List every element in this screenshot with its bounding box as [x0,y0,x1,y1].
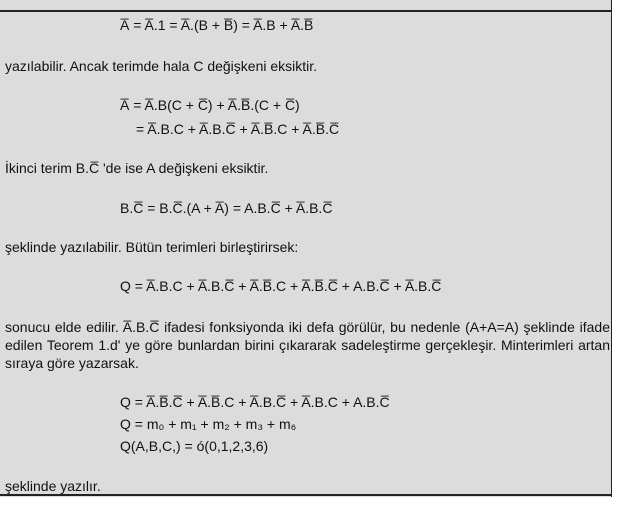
equation-bc: B.C̅ = B.C̅.(A + A̅) = A.B.C̅ + A̅.B.C̅ [120,200,333,216]
equation-q-minterms: Q = m₀ + m₁ + m₂ + m₃ + m₆ [120,416,297,432]
equation-q-full: Q = A̅.B.C + A̅.B.C̅ + A̅.B̅.C + A̅.B̅.C̅ + A.B.C̅ + A̅.B.C̅ [120,278,442,294]
equation-a-expansion: A̅ = A̅.1 = A̅.(B + B̅) = A̅.B + A̅.B̅ [120,17,314,33]
paragraph-3: şeklinde yazılabilir. Bütün terimleri birleştirirsek: [5,239,299,255]
equation-a-with-c: A̅ = A̅.B(C + C̅) + A̅.B̅.(C + C̅) [120,97,300,113]
paragraph-1: yazılabilir. Ancak terimde hala C değişkeni eksiktir. [5,58,318,74]
right-edge [611,0,612,497]
equation-q-sigma: Q(A,B,C,) = ó(0,1,2,3,6) [120,438,269,454]
paragraph-4: sonucu elde edilir. A̅.B.C̅ ifadesi fonksiyonda iki defa görülür, bu nedenle (A+A=A) şeklinde ifade edilen Teorem 1.d' ye göre bunlardan birini çıkararak sadeleştirme gerçekleşir. Minterimleri artan sıraya göre yazarsak. [5,319,610,371]
equation-q-simplified: Q = A̅.B̅.C̅ + A̅.B̅.C + A̅.B.C̅ + A̅.B.C + A.B.C̅ [120,394,390,410]
paragraph-2: İkinci terim B.C̅ 'de ise A değişkeni eksiktir. [5,160,269,176]
paragraph-5: şeklinde yazılır. [5,478,101,494]
equation-a-with-c-cont: = A̅.B.C + A̅.B.C̅ + A̅.B̅.C + A̅.B̅.C̅ [136,121,340,137]
top-rule [0,10,611,12]
